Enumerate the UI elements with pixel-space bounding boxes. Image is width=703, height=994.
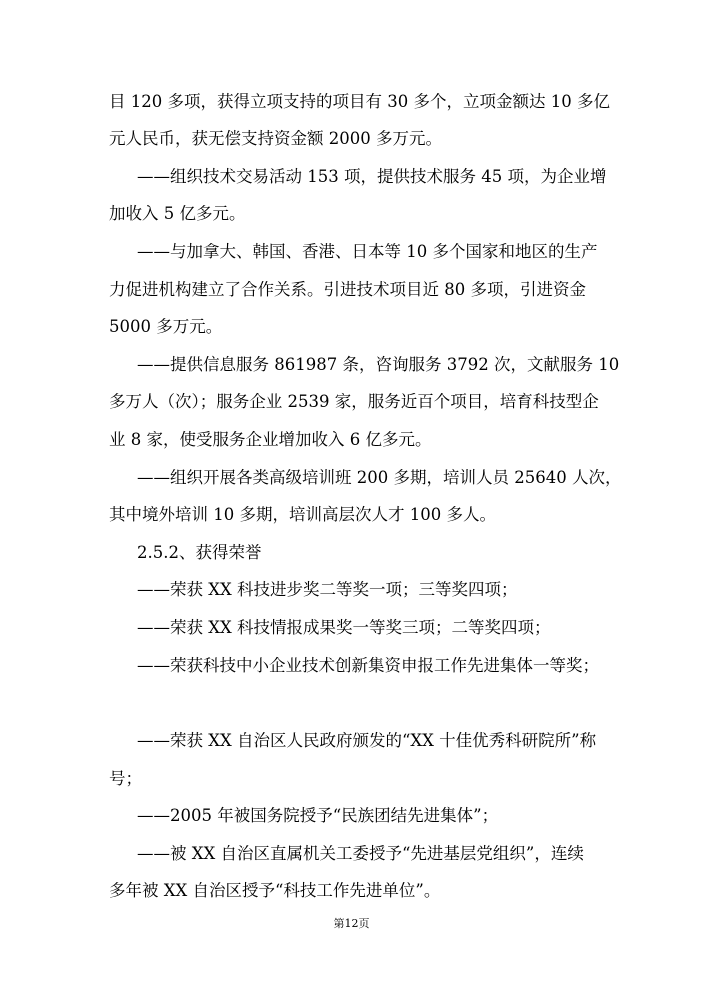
text-line: 元人民币，获无偿支持资金额 2000 多万元。	[109, 129, 442, 148]
text-line: ——组织技术交易活动 153 项，提供技术服务 45 项，为企业增	[137, 167, 607, 186]
text-line: 加收入 5 亿多元。	[109, 204, 246, 223]
text-line: ——与加拿大、韩国、香港、日本等 10 多个国家和地区的生产	[137, 242, 598, 261]
text-line: 力促进机构建立了合作关系。引进技术项目近 80 多项，引进资金	[109, 280, 586, 299]
honor-item: ——荣获 XX 自治区人民政府颁发的“XX 十佳优秀科研院所”称	[137, 731, 597, 750]
honor-item: ——荣获科技中小企业技术创新集资申报工作先进集体一等奖；	[137, 656, 599, 675]
text-line: ——提供信息服务 861987 条，咨询服务 3792 次，文献服务 10	[137, 355, 620, 374]
page-number: 第12页	[333, 917, 370, 930]
text-line: 业 8 家，使受服务企业增加收入 6 亿多元。	[109, 430, 432, 449]
text-line: 号；	[109, 769, 142, 788]
honor-item: ——被 XX 自治区直属机关工委授予“先进基层党组织”，连续	[137, 844, 584, 863]
honor-item: ——荣获 XX 科技进步奖二等奖一项；三等奖四项；	[137, 580, 518, 599]
text-line: ——组织开展各类高级培训班 200 多期，培训人员 25640 人次，	[137, 468, 622, 487]
text-line: 多年被 XX 自治区授予“科技工作先进单位”。	[109, 881, 441, 900]
text-line: 5000 多万元。	[109, 317, 223, 336]
text-line: 目 120 多项，获得立项支持的项目有 30 多个，立项金额达 10 多亿	[109, 92, 610, 111]
text-line: 多万人（次）；服务企业 2539 家，服务近百个项目，培育科技型企	[109, 392, 599, 411]
section-heading: 2.5.2、获得荣誉	[137, 543, 262, 562]
honor-item: ——荣获 XX 科技情报成果奖一等奖三项；二等奖四项；	[137, 618, 551, 637]
text-line: 其中境外培训 10 多期，培训高层次人才 100 多人。	[109, 505, 496, 524]
honor-item: ——2005 年被国务院授予“民族团结先进集体”；	[137, 806, 499, 825]
